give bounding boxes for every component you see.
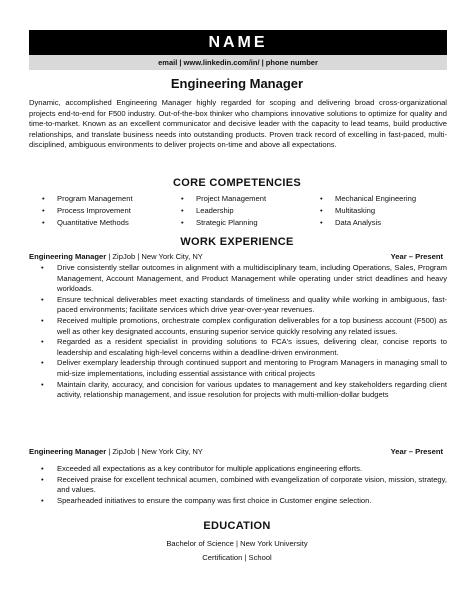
job-bullet: • Received praise for excellent technical acumen, combined with evangelization of corporate vision, mission, strategy, and values. xyxy=(29,475,447,496)
job-company-location: | ZipJob | New York City, NY xyxy=(106,252,203,261)
job-bullet: • Ensure technical deliverables meet exacting standards of timeliness and quality while working in ambiguous, fast-paced environments; facilitate services which drive year-over-year revenues. xyxy=(29,295,447,316)
competency-item: • Program Management xyxy=(42,193,133,205)
job-bullet: • Deliver exemplary leadership through continued support and mentoring to Program Managers in managing small to mid-size implementations, including essential assistance with critical projects xyxy=(29,358,447,379)
job-title: Engineering Manager xyxy=(29,447,107,456)
job-title: Engineering Manager xyxy=(29,252,107,261)
competency-item: • Leadership xyxy=(181,205,266,217)
job-bullets xyxy=(29,464,447,506)
competencies-column-1 xyxy=(42,193,133,229)
competency-item: • Strategic Planning xyxy=(181,217,266,229)
competency-item: • Data Analysis xyxy=(320,217,416,229)
job-bullet: • Exceeded all expectations as a key contributor for multiple applications engineering efforts. xyxy=(29,464,447,475)
competency-item: • Process Improvement xyxy=(42,205,133,217)
job-header xyxy=(29,252,447,261)
contact-line: email | www.linkedin.com/in/ | phone number xyxy=(29,55,447,70)
competency-item: • Quantitative Methods xyxy=(42,217,133,229)
education-certification: Certification | School xyxy=(202,553,272,562)
job-bullet: • Drive consistently stellar outcomes in alignment with a multidisciplinary team, including Operations, Sales, Program Management, Account Management, and Product Management while operating under strict deadlines and heavy workloads. xyxy=(29,263,447,295)
competency-item: • Mechanical Engineering xyxy=(320,193,416,205)
job-bullet: • Maintain clarity, accuracy, and concision for various updates to management and key stakeholders regarding client activity, relationship management, and issue resolution for projects with multi-million-dollar budgets xyxy=(29,380,447,401)
competency-item: • Project Management xyxy=(181,193,266,205)
competencies-column-3 xyxy=(320,193,416,229)
job-company-location: | ZipJob | New York City, NY xyxy=(106,447,203,456)
summary-paragraph: Dynamic, accomplished Engineering Manager highly regarded for scoping and delivering broad cross-organizational projects end-to-end for F500 industry. Out-of-the-box thinker who champions innovative solutions to optimize for quality and time-to-market. Known as an excellent communicator and decisive leader with the capacity to lead teams, build productive relationships, and translate business needs into outstanding products. Proven track record of excelling in fast-paced, multi-disciplined, ambiguous environments to deliver projects on-time and above all expectations. xyxy=(29,98,447,150)
job-years: Year – Present xyxy=(390,447,443,456)
core-competencies-heading: CORE COMPETENCIES xyxy=(173,177,301,189)
job-years: Year – Present xyxy=(390,252,443,261)
education-degree: Bachelor of Science | New York University xyxy=(166,539,308,548)
job-bullet: • Received multiple promotions, orchestrate complex configuration deliverables for a top business account (F500) as well as other key designated accounts, ensuring superior service quickly resolving any related issues. xyxy=(29,316,447,337)
work-experience-heading: WORK EXPERIENCE xyxy=(180,236,294,248)
resume-title: Engineering Manager xyxy=(170,76,304,91)
job-bullet: • Regarded as a resident specialist in providing solutions to FCA's issues, delivering clear, concise reports to leadership and escalating high-level concerns within a deadline-driven environment. xyxy=(29,337,447,358)
job-bullets xyxy=(29,263,447,401)
competency-item: • Multitasking xyxy=(320,205,416,217)
job-header xyxy=(29,447,447,456)
job-bullet: • Spearheaded initiatives to ensure the company was first choice in Customer engine selection. xyxy=(29,496,447,507)
education-heading: EDUCATION xyxy=(203,520,271,532)
name-banner: NAME xyxy=(29,30,447,55)
competencies-column-2 xyxy=(181,193,266,229)
